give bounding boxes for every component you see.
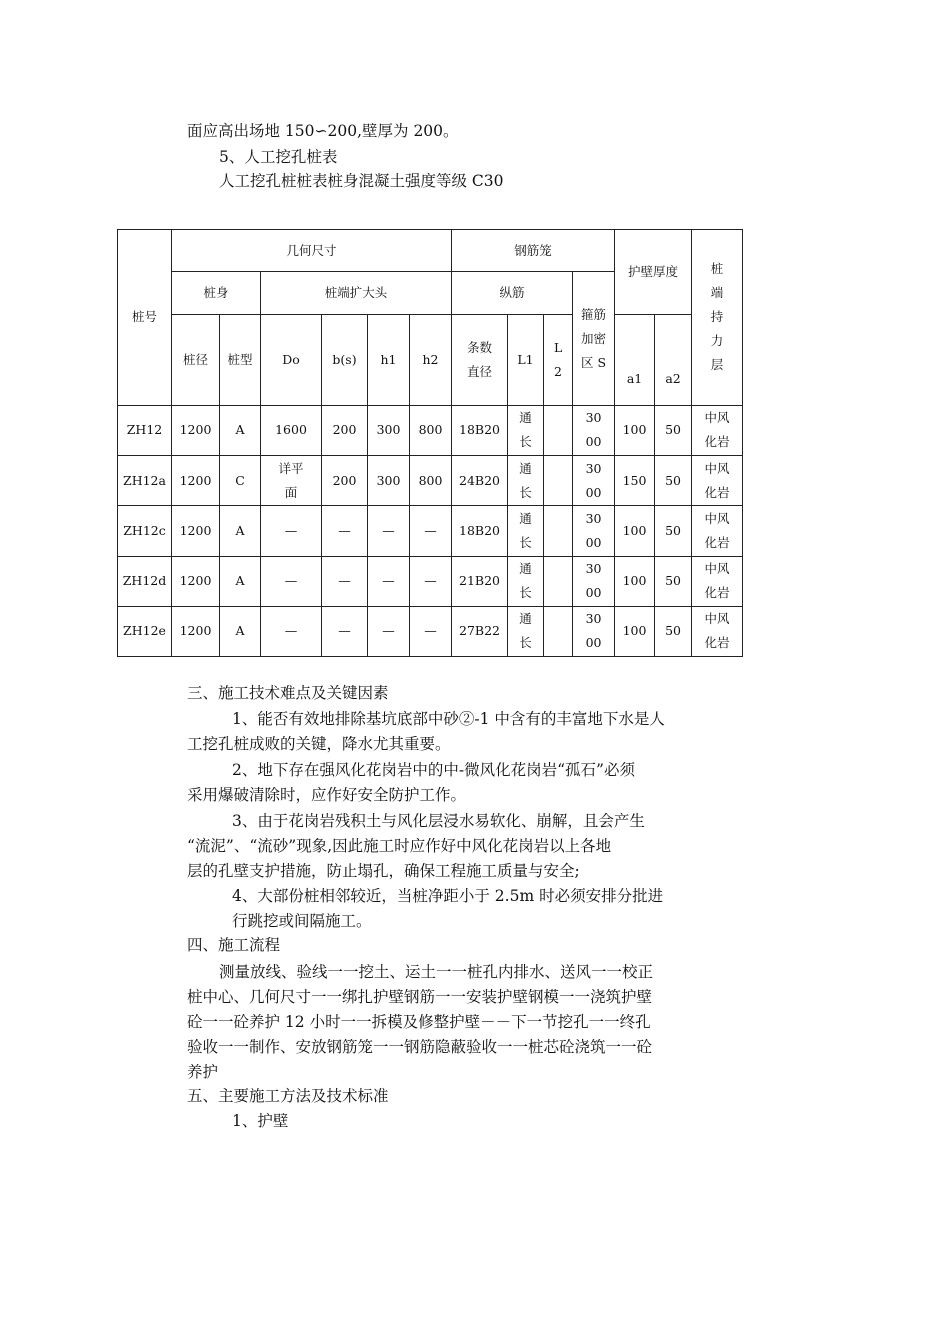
- cell-a1: 100: [615, 606, 655, 656]
- header-do: Do: [261, 315, 322, 405]
- cell-do: 1600: [261, 405, 322, 455]
- cell-h2: —: [410, 506, 452, 556]
- cell-a2: 50: [655, 506, 692, 556]
- cell-l2: [544, 405, 573, 455]
- cell-h1: —: [368, 556, 410, 606]
- cell-bearing-layer: 中风化岩: [692, 606, 743, 656]
- cell-l2: [544, 556, 573, 606]
- cell-l1: 通长: [508, 506, 544, 556]
- cell-h2: —: [410, 606, 452, 656]
- cell-pile-type: A: [220, 506, 261, 556]
- cell-pile-no: ZH12: [118, 405, 172, 455]
- para-1-line-1: 1、能否有效地排除基坑底部中砂②-1 中含有的丰富地下水是人: [232, 710, 665, 728]
- para-4-line-1: 4、大部份桩相邻较近，当桩净距小于 2.5m 时必须安排分批进: [232, 887, 664, 905]
- header-l2: L2: [544, 315, 573, 405]
- table-row: [118, 405, 743, 455]
- cell-l1: 通长: [508, 456, 544, 506]
- cell-pile-type: A: [220, 405, 261, 455]
- cell-stirrup-zone: 3000: [573, 556, 615, 606]
- cell-bs: 200: [322, 405, 368, 455]
- header-h2: h2: [410, 315, 452, 405]
- header-rebar-cage: 钢筋笼: [452, 230, 615, 272]
- cell-pile-no: ZH12d: [118, 556, 172, 606]
- cell-stirrup-zone: 3000: [573, 456, 615, 506]
- cell-pile-type: C: [220, 456, 261, 506]
- table-row: [118, 506, 743, 556]
- section-five-item-1: 1、护壁: [232, 1112, 289, 1130]
- cell-rebar: 18B20: [452, 405, 508, 455]
- header-geometry: 几何尺寸: [172, 230, 452, 272]
- cell-h1: —: [368, 506, 410, 556]
- header-longitudinal-bar: 纵筋: [452, 272, 573, 315]
- cell-bs: —: [322, 506, 368, 556]
- para-2-line-2: 采用爆破清除时，应作好安全防护工作。: [187, 786, 467, 804]
- header-l1: L1: [508, 315, 544, 405]
- cell-l2: [544, 456, 573, 506]
- header-pile-no: 桩号: [118, 230, 172, 406]
- cell-rebar: 24B20: [452, 456, 508, 506]
- pile-table: [117, 229, 743, 657]
- cell-a2: 50: [655, 405, 692, 455]
- cell-h2: 800: [410, 456, 452, 506]
- cell-pile-no: ZH12a: [118, 456, 172, 506]
- para-2-line-1: 2、地下存在强风化花岗岩中的中-微风化花岗岩“孤石”必须: [232, 761, 635, 779]
- cell-bs: —: [322, 606, 368, 656]
- cell-bearing-layer: 中风化岩: [692, 456, 743, 506]
- cell-bearing-layer: 中风化岩: [692, 405, 743, 455]
- cell-a1: 100: [615, 506, 655, 556]
- table-row: [118, 456, 743, 506]
- section-five-title: 五、主要施工方法及技术标准: [187, 1087, 389, 1105]
- section-four-title: 四、施工流程: [187, 936, 281, 954]
- cell-bearing-layer: 中风化岩: [692, 556, 743, 606]
- table-row: [118, 556, 743, 606]
- cell-pile-no: ZH12e: [118, 606, 172, 656]
- cell-bs: 200: [322, 456, 368, 506]
- cell-do: —: [261, 556, 322, 606]
- cell-stirrup-zone: 3000: [573, 405, 615, 455]
- cell-diameter: 1200: [172, 456, 220, 506]
- cell-h2: 800: [410, 405, 452, 455]
- cell-l2: [544, 506, 573, 556]
- header-a1: a1: [615, 315, 655, 405]
- cell-pile-type: A: [220, 556, 261, 606]
- flow-line-2: 桩中心、几何尺寸一一绑扎护壁钢筋一一安装护壁钢模一一浇筑护壁: [187, 988, 653, 1006]
- intro-line: 面应高出场地 150∽200,壁厚为 200。: [187, 122, 459, 140]
- cell-rebar: 21B20: [452, 556, 508, 606]
- section-three-title: 三、施工技术难点及关键因素: [187, 684, 389, 702]
- header-stirrup-zone: 箍筋加密区 S: [573, 272, 615, 406]
- cell-diameter: 1200: [172, 405, 220, 455]
- cell-bearing-layer: 中风化岩: [692, 506, 743, 556]
- header-bs: b(s): [322, 315, 368, 405]
- cell-stirrup-zone: 3000: [573, 506, 615, 556]
- header-h1: h1: [368, 315, 410, 405]
- header-pile-head: 桩端扩大头: [261, 272, 452, 315]
- cell-pile-type: A: [220, 606, 261, 656]
- header-count-diameter: 条数直径: [452, 315, 508, 405]
- cell-l1: 通长: [508, 405, 544, 455]
- flow-line-5: 养护: [187, 1063, 219, 1081]
- cell-l1: 通长: [508, 606, 544, 656]
- cell-diameter: 1200: [172, 556, 220, 606]
- cell-l2: [544, 606, 573, 656]
- header-bearing-layer: 桩端持力层: [692, 230, 743, 406]
- header-pile-body: 桩身: [172, 272, 261, 315]
- para-3-line-3: 层的孔壁支护措施，防止塌孔，确保工程施工质量与安全;: [187, 862, 580, 880]
- table-row: [118, 606, 743, 656]
- cell-do: 详平面: [261, 456, 322, 506]
- para-3-line-1: 3、由于花岗岩残积土与风化层浸水易软化、崩解，且会产生: [232, 812, 645, 830]
- cell-h1: —: [368, 606, 410, 656]
- table-caption: 人工挖孔桩桩表桩身混凝土强度等级 C30: [219, 172, 504, 190]
- cell-diameter: 1200: [172, 506, 220, 556]
- cell-do: —: [261, 606, 322, 656]
- para-1-line-2: 工挖孔桩成败的关键，降水尤其重要。: [187, 735, 451, 753]
- cell-a2: 50: [655, 556, 692, 606]
- flow-line-3: 砼一一砼养护 12 小时一一拆模及修整护壁－－下一节挖孔一一终孔: [187, 1013, 651, 1031]
- cell-l1: 通长: [508, 556, 544, 606]
- cell-do: —: [261, 506, 322, 556]
- cell-a1: 150: [615, 456, 655, 506]
- header-a2: a2: [655, 315, 692, 405]
- section-heading-pile-table: 5、人工挖孔桩表: [219, 148, 338, 166]
- flow-line-1: 测量放线、验线一一挖土、运土一一桩孔内排水、送风一一校正: [219, 963, 654, 981]
- cell-diameter: 1200: [172, 606, 220, 656]
- cell-rebar: 18B20: [452, 506, 508, 556]
- cell-h1: 300: [368, 456, 410, 506]
- cell-a2: 50: [655, 456, 692, 506]
- para-4-line-2: 行跳挖或间隔施工。: [232, 912, 372, 930]
- header-diameter: 桩径: [172, 315, 220, 405]
- cell-bs: —: [322, 556, 368, 606]
- cell-h2: —: [410, 556, 452, 606]
- cell-rebar: 27B22: [452, 606, 508, 656]
- cell-a1: 100: [615, 556, 655, 606]
- para-3-line-2: “流泥”、“流砂”现象,因此施工时应作好中风化花岗岩以上各地: [187, 837, 612, 855]
- header-pile-type: 桩型: [220, 315, 261, 405]
- header-wall-thickness: 护壁厚度: [615, 230, 692, 315]
- cell-h1: 300: [368, 405, 410, 455]
- cell-stirrup-zone: 3000: [573, 606, 615, 656]
- flow-line-4: 验收一一制作、安放钢筋笼一一钢筋隐蔽验收一一桩芯砼浇筑一一砼: [187, 1038, 653, 1056]
- cell-a1: 100: [615, 405, 655, 455]
- cell-a2: 50: [655, 606, 692, 656]
- cell-pile-no: ZH12c: [118, 506, 172, 556]
